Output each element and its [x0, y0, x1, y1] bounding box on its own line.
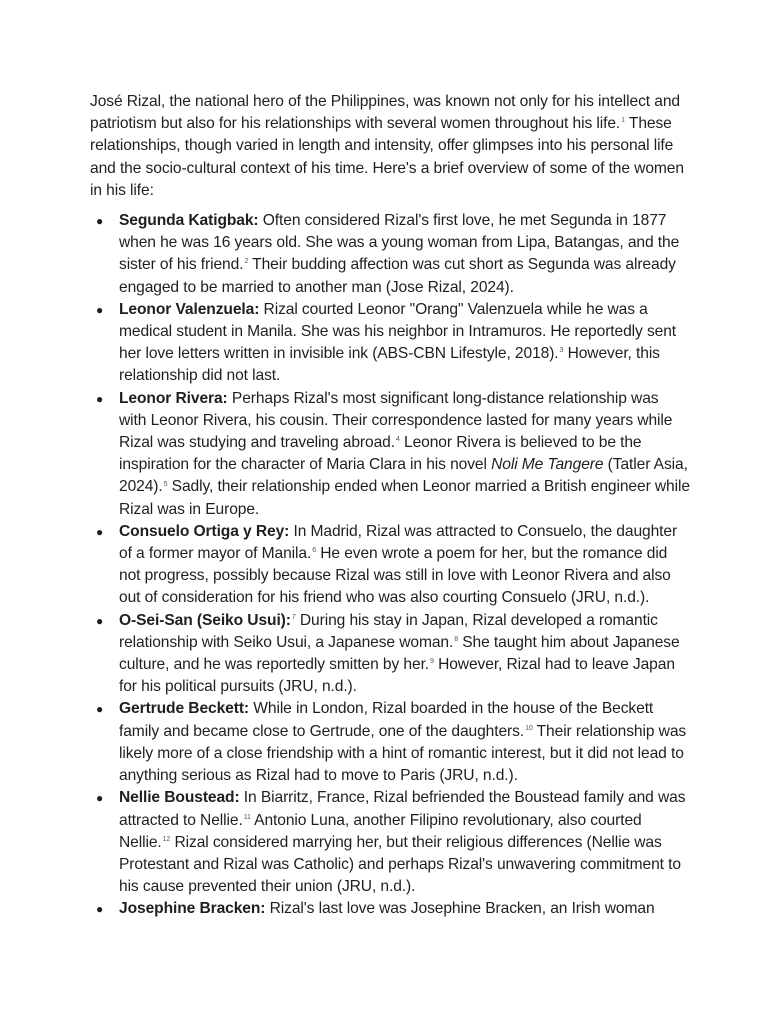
footnote-marker: 2	[244, 258, 249, 266]
bullet-icon: ●	[96, 524, 104, 539]
description-text: Antonio Luna, another Filipino revolutionary, also courted Nellie.	[119, 811, 642, 851]
list-item	[90, 698, 690, 787]
woman-name: Nellie Boustead:	[119, 789, 240, 807]
women-list	[90, 210, 690, 921]
description-text: Rizal's last love was Josephine Bracken, an Irish woman	[265, 900, 655, 918]
bullet-icon: ●	[96, 302, 104, 317]
description-text: However, this relationship did not last.	[119, 345, 660, 385]
list-item	[90, 299, 690, 388]
woman-name: O-Sei-San (Seiko Usui):	[119, 611, 291, 629]
description-text: He even wrote a poem for her, but the romance did not progress, possibly because Rizal was still in love with Leonor Rivera and also out of consideration for his friend who was also courting Consuelo (JRU, n.d.).	[119, 545, 671, 607]
list-item	[90, 521, 690, 610]
woman-name: Consuelo Ortiga y Rey:	[119, 522, 290, 540]
footnote-marker: 7	[291, 613, 296, 621]
book-title: Noli Me Tangere	[491, 456, 604, 474]
footnote-marker: 8	[454, 635, 459, 643]
footnote-marker: 3	[559, 347, 564, 355]
list-item	[90, 610, 690, 699]
intro-text-continued: These relationships, though varied in length and intensity, offer glimpses into his personal life and the socio-cultural context of his time. Here's a brief overview of some of the women in his life:	[90, 115, 684, 199]
description-text: However, Rizal had to leave Japan for his political pursuits (JRU, n.d.).	[119, 656, 675, 696]
description-text: Sadly, their relationship ended when Leonor married a British engineer while Rizal was in Europe.	[119, 478, 690, 518]
description-text: Their relationship was likely more of a close friendship with a hint of romantic interest, but it did not lead to anything serious as Rizal had to move to Paris (JRU, n.d.).	[119, 722, 687, 785]
description-text: (Tatler Asia, 2024).	[119, 456, 688, 496]
footnote-marker: 5	[163, 480, 168, 488]
list-item	[90, 787, 690, 898]
list-item	[90, 388, 690, 521]
intro-paragraph	[90, 91, 690, 202]
description-text: Leonor Rivera is believed to be the inspiration for the character of Maria Clara in his novel	[119, 434, 642, 474]
intro-text: José Rizal, the national hero of the Philippines, was known not only for his intellect and patriotism but also for his relationships with several women throughout his life.	[90, 93, 680, 133]
bullet-icon: ●	[96, 702, 104, 717]
description-text: Often considered Rizal's first love, he met Segunda in 1877 when he was 16 years old. She was a young woman from Lipa, Batangas, and the sister of his friend.	[119, 212, 680, 274]
list-item	[90, 898, 690, 920]
bullet-icon: ●	[96, 391, 104, 406]
woman-name: Gertrude Beckett:	[119, 700, 250, 718]
footnote-marker: 9	[430, 658, 434, 666]
description-text: In Madrid, Rizal was attracted to Consuelo, the daughter of a former mayor of Manila.	[119, 522, 678, 563]
description-text: She taught him about Japanese culture, and he was reportedly smitten by her.	[119, 633, 680, 674]
woman-name: Leonor Valenzuela:	[119, 300, 260, 318]
description-text: Rizal considered marrying her, but their religious differences (Nellie was Protestant and Rizal was Catholic) and perhaps Rizal's unwavering commitment to his cause prevented their union (JRU, n.d.).	[119, 833, 681, 896]
list-item	[90, 210, 690, 299]
description-text: In Biarritz, France, Rizal befriended the Boustead family and was attracted to Nellie.	[119, 789, 686, 829]
woman-name: Josephine Bracken:	[119, 900, 266, 918]
description-text: Their budding affection was cut short as Segunda was already engaged to be married to another man (Jose Rizal, 2024).	[119, 256, 676, 296]
bullet-icon: ●	[96, 613, 104, 628]
bullet-icon: ●	[96, 902, 104, 917]
description-text: During his stay in Japan, Rizal developed a romantic relationship with Seiko Usui, a Japanese woman.	[119, 611, 658, 651]
footnote-marker: 6	[312, 547, 316, 555]
document-page	[90, 91, 690, 921]
description-text: While in London, Rizal boarded in the house of the Beckett family and became close to Gertrude, one of the daughters.	[119, 700, 654, 740]
description-text: Perhaps Rizal's most significant long-distance relationship was with Leonor Rivera, his cousin. Their correspondence lasted for many years while Rizal was studying and traveling abroad.	[119, 389, 673, 452]
footnote-marker: 1	[621, 117, 625, 125]
footnote-marker: 11	[243, 813, 251, 821]
description-text: Rizal courted Leonor "Orang" Valenzuela while he was a medical student in Manila. She was his neighbor in Intramuros. He reportedly sent her love letters written in invisible ink (ABS-CBN Lifestyle, 2018).	[119, 300, 677, 363]
footnote-marker: 4	[395, 436, 400, 444]
bullet-icon: ●	[96, 791, 104, 806]
footnote-marker: 10	[525, 724, 533, 732]
bullet-icon: ●	[96, 214, 104, 229]
woman-name: Segunda Katigbak:	[119, 212, 259, 230]
woman-name: Leonor Rivera:	[119, 389, 228, 407]
footnote-marker: 12	[162, 835, 171, 843]
